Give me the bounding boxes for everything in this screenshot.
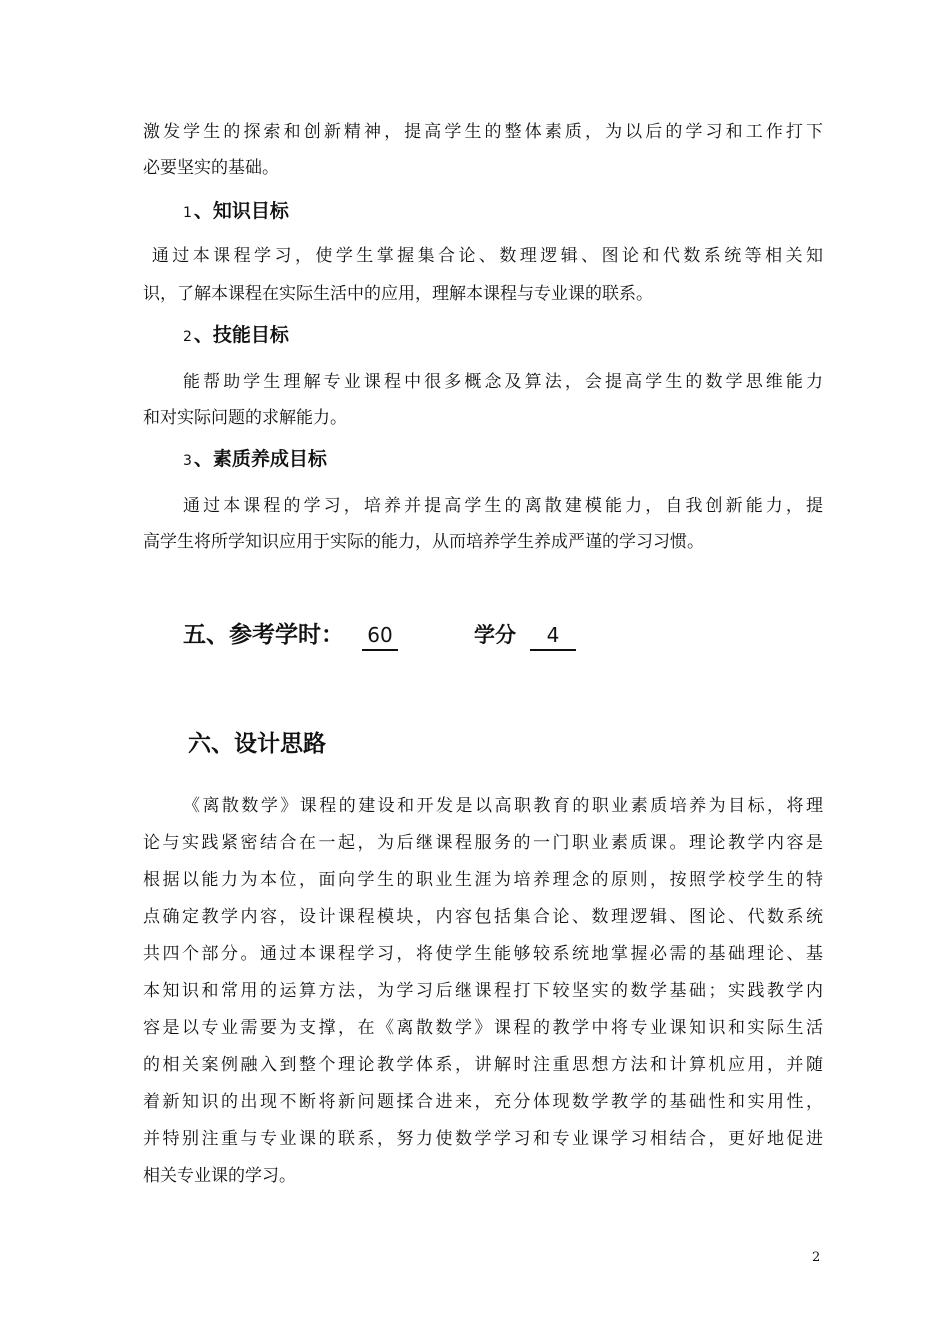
paragraph-line: 高学生将所学知识应用于实际的能力，从而培养学生养成严谨的学习习惯。: [143, 532, 704, 552]
credit-label: 学分: [474, 623, 516, 647]
page-number: 2: [812, 1250, 821, 1265]
subheading-title: 、技能目标: [193, 324, 289, 346]
paragraph-line: 通过本课程的学习，培养并提高学生的离散建模能力，自我创新能力，提: [183, 496, 823, 516]
paragraph-line: 点确定教学内容，设计课程模块，内容包括集合论、数理逻辑、图论、代数系统: [143, 907, 823, 927]
subheading-number: 3: [183, 453, 192, 469]
paragraph-line: 通过本课程学习，使学生掌握集合论、数理逻辑、图论和代数系统等相关知: [143, 246, 823, 266]
paragraph-line: 识，了解本课程在实际生活中的应用，理解本课程与专业课的联系。: [143, 284, 653, 304]
paragraph-line: 的相关案例融入到整个理论教学体系，讲解时注重思想方法和计算机应用，并随: [143, 1055, 823, 1075]
section-heading-design: 六、设计思路: [188, 731, 326, 757]
subheading-knowledge-goal: [183, 198, 289, 226]
subheading-quality-goal: [183, 446, 327, 474]
paragraph-line: 本知识和常用的运算方法，为学习后继课程打下较坚实的数学基础；实践教学内: [143, 981, 823, 1001]
paragraph-line: 着新知识的出现不断将新问题揉合进来，充分体现数学教学的基础性和实用性，: [143, 1092, 823, 1112]
hours-value: 60: [362, 621, 398, 651]
paragraph-line: 和对实际问题的求解能力。: [143, 408, 347, 428]
paragraph-line: 共四个部分。通过本课程学习，将使学生能够较系统地掌握必需的基础理论、基: [143, 944, 823, 964]
subheading-number: 2: [183, 329, 192, 345]
paragraph-line: 能帮助学生理解专业课程中很多概念及算法，会提高学生的数学思维能力: [183, 372, 823, 392]
subheading-number: 1: [183, 205, 192, 221]
subheading-title: 、知识目标: [193, 200, 289, 222]
section-heading-hours: 五、参考学时：: [183, 622, 344, 648]
subheading-skill-goal: [183, 322, 289, 350]
paragraph-line: 必要坚实的基础。: [143, 158, 279, 178]
subheading-title: 、素质养成目标: [193, 448, 327, 470]
paragraph-line: 《离散数学》课程的建设和开发是以高职教育的职业素质培养为目标，将理: [183, 796, 823, 816]
paragraph-line: 相关专业课的学习。: [143, 1166, 296, 1186]
paragraph-line: 激发学生的探索和创新精神，提高学生的整体素质，为以后的学习和工作打下: [143, 122, 823, 142]
paragraph-line: 并特别注重与专业课的联系，努力使数学学习和专业课学习相结合，更好地促进: [143, 1129, 823, 1149]
credit-value: 4: [530, 621, 576, 651]
paragraph-line: 根据以能力为本位，面向学生的职业生涯为培养理念的原则，按照学校学生的特: [143, 870, 823, 890]
paragraph-line: 论与实践紧密结合在一起，为后继课程服务的一门职业素质课。理论教学内容是: [143, 833, 823, 853]
paragraph-line: 容是以专业需要为支撑，在《离散数学》课程的教学中将专业课知识和实际生活: [143, 1018, 823, 1038]
